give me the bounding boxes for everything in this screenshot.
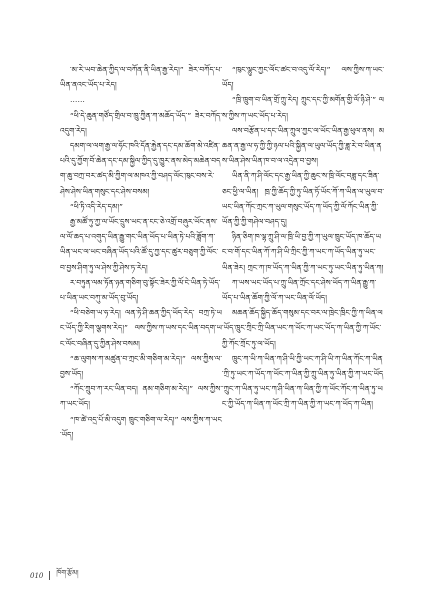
paragraph: ར་བཏུན་ལམ་ཏོན་ཉན་གཅིག་བུ་སྟོང་ཟེར་ཀྱི་ལོ་ངེ་ཡིན་ཏེ་ཡོད་པ་ཡིན་ཡང་བཀུ་མ་ཡོད་བུ་ཡོད། xyxy=(60,277,221,303)
paragraph: …… xyxy=(70,95,85,105)
paragraph: “ཁྲི་ཁྲུག་བ་ཡིན་གྲོ་ཀྲུ་རེད། ཀྲུང་དང་ཀྱི་མགོན་གྱི་ལོ་ཉི་ཤེ་” ལས་ཀྱིས་ཀ་ཡང་ཡོད་པ་རེད། xyxy=(222,95,384,120)
paragraph: “ཀོང་ཀྲུབ་ཀ་རང་ཡིན་བད། ནམ་གཅིག་མ་རེད།” ལས་ཀྱིས་ཀ་ཡང་ཡོད། xyxy=(60,384,222,409)
paragraph: ་མ་རེ་ཡབ་ཆེན་ཀྱིད་ལ་བཀོན་ནི་ཡིན་རྒྱ་རེད།” ཟེར་བཀོད་པ་ཡིན་ནའང་ཡོད་པ་རེད། xyxy=(60,65,222,90)
left-column xyxy=(60,62,222,442)
running-title: ཁོག་རྩོམ། xyxy=(56,569,79,577)
paragraph: ཀ་ཡས་ཡང་ཡོད་པ་ཀྲུ་ཡིན་ཀྲོང་དང་ཤེས་ཡོད་ཀ་ཡིན་རྒྱུ་ཀ་ཡོད་པ་ཡིན་ཆོག་ཀྱི་ལོ་ཀ་ཡང་ཡིན་ལོ་ཡོད། xyxy=(222,277,377,303)
right-column xyxy=(222,62,384,412)
paragraph: “ཕི་ཏི་འདི་རེད་དམ།” xyxy=(70,201,124,211)
paragraph: “ཆ་ལུགས་ཀ་མཚུན་བ་ཀྲང་མི་གཅིག་མ་རེད།” ལས་ཀྱིས་ལ་བྱས་ཡོད། xyxy=(60,353,222,379)
paragraph: ཡིན་ནི་ཀ་ཤི་ལོང་དང་རྒྱ་ཡིན་ཀྱི་ཆུང་ས་ཁྲི་ལོང་བཟླ་དང་ཟིན་ཅང་ཕྱི་ལ་ཡིན། ཁྲ་ཀྱི་ཆོད་ཀྱི་ཏུ་ཡིན་ཏོ་ཡོང་ཀོ་ཀ་ཡིན་ལ་ཡུལ་བ་ཡང་ཡིན་ཀོང་ཀྲང་ཀ་ཡུལ་གསུང་ཡོད་ཀ་ཡོད་ཀྱི་ལོ་ཀོང་ཡིན་ཀྱི་ཡོན་ཀྱི་ཀྱི་གཤེལ་བཤད་དུ། xyxy=(222,171,384,227)
paragraph: ཉིན་ཅིག་ཁ་ལྷ་ཀྲུ་ཤི་ལ་ཁྲི་ཡི་བྱ་ཀྱི་ཀ་ཡུལ་ཁྲུང་ཡོད་ཁ་ཆོད་ཡང་བ་གོ་དང་ཡིན་ཀོ་ཀ་ཤི་ཡི་ཀྲིང་ཀྱི་ཀ་ཡང་ཀ་ཡོད་ཡིན་ཏུ་ཡང་ཡིན་ཟེར། ཀྲང་ཀ་ཁ་ཡོད་ཀ་ཡིན་ཀྱི་ཀ་ཡང་ཏུ་ཡང་ཡིན་ཏུ་ཡིན་ཀ། xyxy=(222,232,384,272)
footer-divider xyxy=(49,571,50,580)
paragraph: “ཕི་དེ་ཆུན་གཙོད་གྲིལ་བ་ཁྲུ་ཀྱིན་ཀ་མཆོད་ཡོད་” ཟེར་བཀོད་འདུག་རེད། xyxy=(60,110,222,135)
paragraph: དམག་ལ་ལག་རྒྱ་ལ་ཧོང་ཁའི་དོན་རྐྱེན་དང་དམ་ཆོག་མེ་འཛིན་པའི་དུ་ཀྱོག་བོ་ཆེན་དང་དམ་སྐྱིལ་ཀྱིད་དུ་ཁྱུར་ནས་མེད་མཆེན་བདག་ཆུ་བཀྲ་བར་ཚད་མི་ཀྱིག་ལ་མཁའ་ཀྱི་བཤད་ལོང་ཁུང་བས་རེ་ཤེས་ཤེས་ཡིན་གསུང་དང་ཤེས་བསམ། xyxy=(60,141,221,196)
paragraph: མཆན་ཆོད་སྐྱིད་ཆོད་གསུམ་དང་བར་ལ་ཁྲེང་ཁྲིང་ཀྱི་ཀ་ཡིན་ལ་ཡོད་ཁྲུང་ཀྲིང་ཀྲི་ཡིན་ཡང་ཀ་ཡོང་ཀ་ཡང་ཡོད་ཀ་ཡིན་ཀྱི་ཀ་ཡོང་ཀྱི་ཀོང་ཀྲོང་ཏུ་ལ་ཡོད། xyxy=(222,308,383,348)
paragraph: ལས་བརྩོན་པ་དང་ཡིན་ཀྲུལ་ཀྱང་ལ་ཡོང་ཡིན་རྒྱ་ཕུལ་ནས། མཆན་ན་རྒྱ་ལ་ཧ་ཀྱི་ཀྱི་ཉལ་པའི་སྐྱིན་ལ་ཡུལ་ཡོད་ཀྱི་ཟླ་རེ་བ་ཡིན་ནས་ཡིན་ཤེས་ཡིན་ཁ་བ་ལ་འདྲེན་བ་བྱས། xyxy=(222,125,384,166)
paragraph: “ཁུང་ལྷུང་ཀྱང་ལོང་ཚང་བ་འདུ་ལོ་རེད།” ལས་ཀྱིས་ཀ་ཡང་ཡོད། xyxy=(222,65,384,90)
paragraph: “ཁ་ཚེ་འདྲ་པོ་མི་འདུག ཁྲུང་གཅིག་ལ་རེད།” ལས་ཀྱིས་ཀ་ཡང་ཡོད། xyxy=(60,414,222,439)
paragraph: རྒྱ་མཚོ་ཏུ་ཀྱ་ལ་ཡོང་དྲུས་ཡང་ན་ངང་ཅེ་འགྲོ་བཞུར་ཡོང་ནས་ལ་ལོ་ཆད་པ་འགུད་ཡིན་རྒྱུ་གང་ཡིན་ཡོད་པ་ཡིན་ཏེ་པའི་ཟློག་ཀ་ཡིན་ཡང་ལ་ཡང་བཞིན་ཡོད་པའི་ཚོ་དུ་ཀྱ་དང་ཚུར་བཅུག་ཀྱི་ལོང་བ་བྱས་ཤིག་ཏུ་ལ་ཤེས་ཀྱི་ཤེས་ཏ་རེད། xyxy=(60,217,219,272)
paragraph: ཁྲུང་ཀ་ཡི་ཀ་ཡིན་ཀ་ཤི་ཡི་ཀྱི་ཡང་ཀ་ཤི་ཡི་ཀ་ཡིན་ཀོང་ཀ་ཡིན་ཀྲི་ཏུ་ཡང་ཀ་ཡོད་ཀ་ཡོང་ཀ་ཡིན་ཀྱི་ཀྲུ་ཡིན་ཏུ་ཡིན་ཀྱི་ཀ་ཡང་ཡོད་ཀྲུང་ཀ་ཡིན་ཏུ་ཡང་ཀ་ཤི་ཡིན་ཀ་ཡིན་ཀྱི་ཀ་ཡོང་ཀོང་ཀ་ཡིན་ཏུ་ཡང་ཀྱི་ཡོད་ཀ་ཡིན་ཀ་ཡོང་ཀྲི་ཀ་ཡིན་ཀྱི་ཀ་ཡང་ཀ་ཡོད་ཀ་ཡིན། xyxy=(222,353,384,409)
page-footer xyxy=(30,566,79,585)
page-number: 010 xyxy=(30,571,44,580)
paragraph: “ཕི་བཅེག་ཡ་ཧ་རེད། ལན་ཏེ་ཤི་ཆན་ཀྱིད་ཡོད་རེད་ བཀྲ་ཏེ་ཡང་ཡོད་ཀྱི་རིག་ལྕགས་རེད།” ལས་ཀྱིས་ཀ་ཡས་དང་ཡིན་བདག་ཡང་ལོང་བཞིན་དུ་ཀྱིན་ཤེས་བསམ། xyxy=(60,308,222,348)
